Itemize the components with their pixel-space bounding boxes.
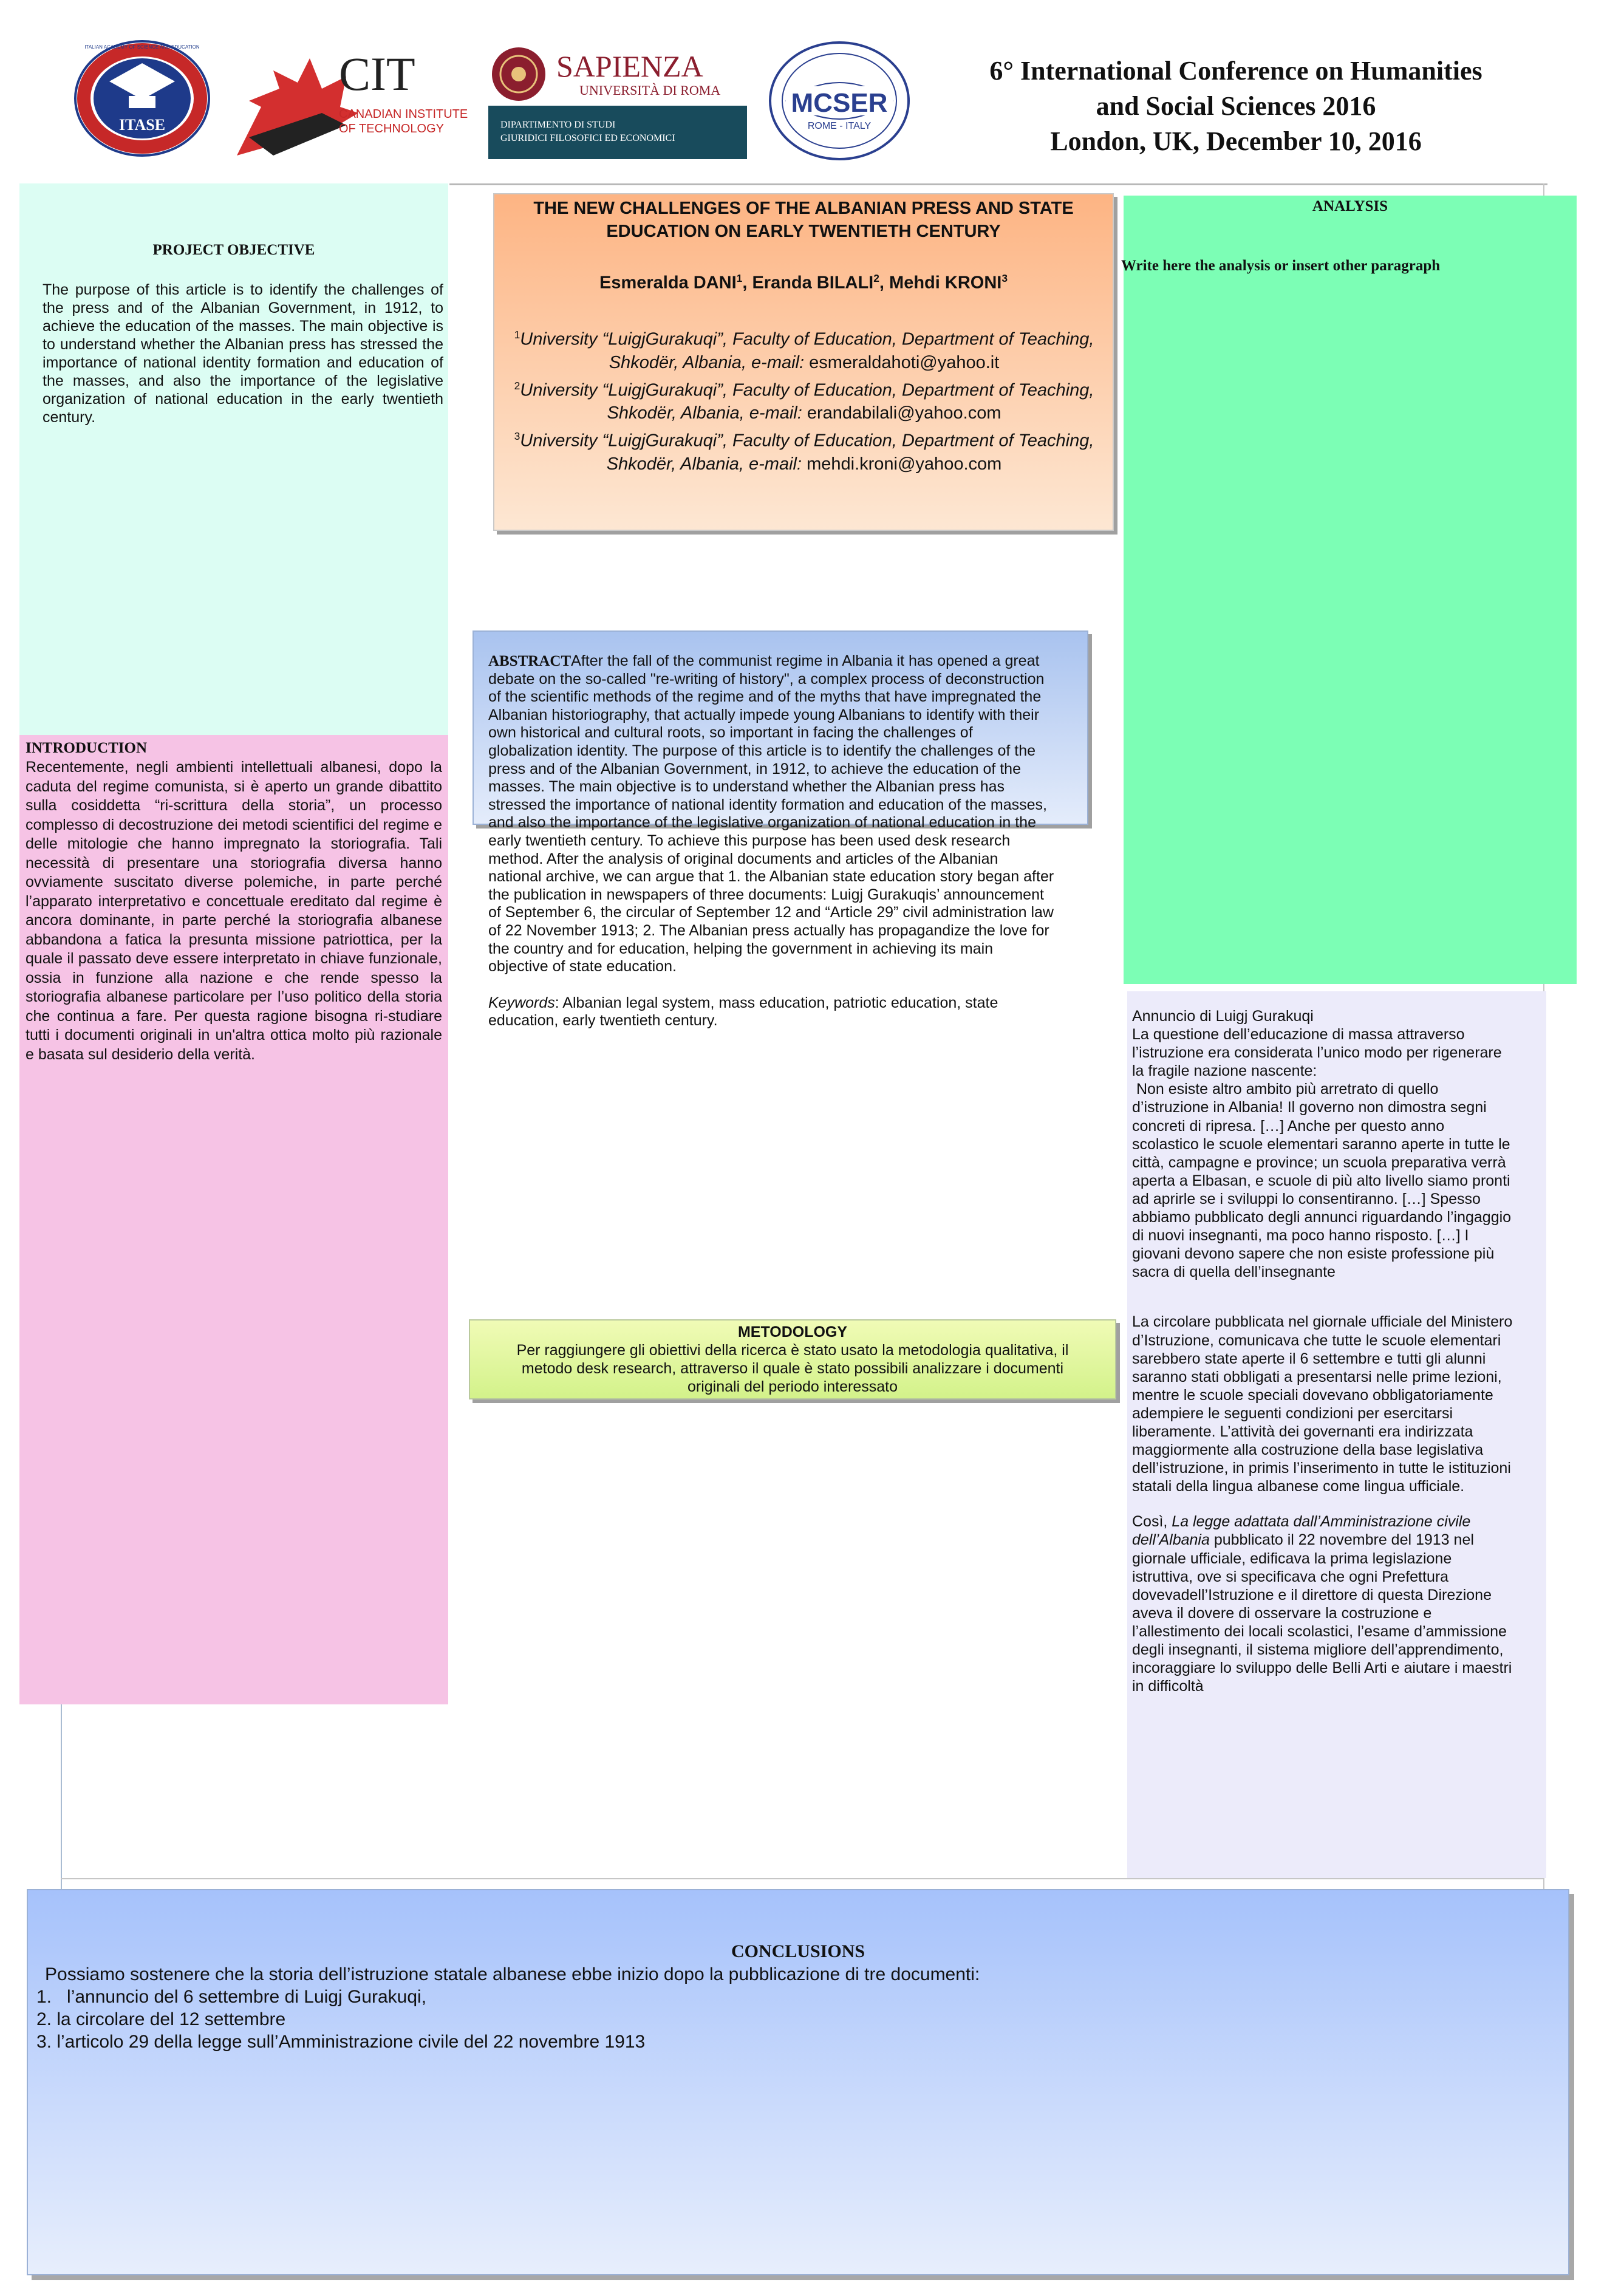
abstract-line-13: the publication in newspapers of three documents: Luigj Gurakuqis’ announcement — [488, 886, 1044, 903]
abstract-line-0: ABSTRACTAfter the fall of the communist regime in Albania it has opened a great — [488, 652, 1040, 669]
sapienza-sub: UNIVERSITÀ DI ROMA — [579, 83, 721, 98]
conclusions-item-1: 1. l’annuncio del 6 settembre di Luigj Gurakuqi, — [36, 1987, 427, 2007]
conclusions-intro: Possiamo sostenere che la storia dell’istruzione statale albanese ebbe inizio dopo la pubblicazione di tre documenti: — [45, 1964, 980, 1984]
author-3: Mehdi KRONI — [889, 273, 1002, 293]
sapienza-dept1: DIPARTIMENTO DI STUDI — [500, 120, 616, 130]
annuncio-p2-line-5: adempiere le seguenti condizioni per esercitarsi — [1132, 1404, 1453, 1422]
annuncio-p1-line-14: sacra di quella dell’insegnante — [1132, 1263, 1336, 1281]
frame-bottom-line — [61, 1878, 1543, 1879]
annuncio-p2-line-9: statali della lingua albanese come lingua ufficiale. — [1132, 1478, 1465, 1495]
keywords: Keywords: Albanian legal system, mass education, patriotic education, state — [488, 994, 998, 1011]
annuncio-p2-line-3: saranno stati obbligati a presentarsi nelle prime lezioni, — [1132, 1368, 1502, 1385]
abstract-line-3: Albanian historiography, that actually impede young Albanians to identify with their — [488, 706, 1040, 723]
methodology-line-0: Per raggiungere gli obiettivi della ricerca è stato usato la metodologia qualitativa, il — [516, 1342, 1069, 1359]
email-2[interactable]: erandabilali@yahoo.com — [807, 403, 1001, 423]
abstract-line-8: stressed the importance of national identity formation and education of the masses, — [488, 796, 1047, 813]
cit-mark: CIT — [339, 47, 415, 100]
header-divider — [449, 183, 1547, 185]
author-2: Eranda BILALI — [752, 273, 874, 293]
annuncio-p1-line-8: città, campagne e province; un scuola preparativa verrà — [1132, 1153, 1506, 1171]
abstract-line-15: of 22 November 1913; 2. The Albanian press actually has propagandize the love for — [488, 921, 1049, 939]
analysis-heading: ANALYSIS — [1312, 198, 1388, 214]
abstract-label: ABSTRACT — [488, 653, 571, 669]
itase-center-text: ITASE — [118, 116, 166, 134]
analysis-box — [1121, 196, 1577, 984]
conference-title-line1: 6° International Conference on Humanities — [989, 56, 1482, 86]
abstract-section — [488, 652, 1102, 1030]
paper-title-box — [493, 193, 1114, 531]
annuncio-p3-line-6: l’allestimento dei locali scolastici, l’esame d’ammissione — [1132, 1622, 1507, 1640]
annuncio-p2-line-8: dell’istruzione, in primis l’inserimento in tutte le istituzioni — [1132, 1460, 1511, 1477]
conference-title-line3: London, UK, December 10, 2016 — [1050, 126, 1422, 156]
abstract-line-5: globalization identity. The purpose of this article is to identify the challenges of the — [488, 742, 1036, 759]
conclusions-heading: CONCLUSIONS — [731, 1941, 865, 1961]
conclusions-body — [36, 1963, 980, 2053]
authors: Esmeralda DANI$^1$, Eranda BILALI$^2$, Mehdi KRONI$^3$ — [599, 272, 1008, 293]
abstract-line-7: masses. The main objective is to understand whether the Albanian press has — [488, 778, 1005, 796]
annuncio-p3-line-5: aveva il dovere di osservare la costruzione e — [1132, 1604, 1432, 1622]
annuncio-p1-line-4: Non esiste altro ambito più arretrato di quello — [1132, 1081, 1439, 1098]
annuncio-p2-line-6: liberamente. L’attività dei governanti era indirizzata — [1132, 1423, 1473, 1440]
paper-title: THE NEW CHALLENGES OF THE ALBANIAN PRESS AND STATE EDUCATION ON EARLY TWENTIETH CENTURY — [533, 199, 1074, 241]
project-objective-box — [19, 183, 448, 735]
annuncio-p1-line-13: giovani devono sapere che non esiste professione più — [1132, 1245, 1495, 1263]
annuncio-p1-line-0: Annuncio di Luigj Gurakuqi — [1132, 1008, 1314, 1025]
introduction-heading: INTRODUCTION — [26, 740, 148, 756]
annuncio-p1-line-1: La questione dell’educazione di massa attraverso — [1132, 1026, 1465, 1044]
mcser-sub: ROME - ITALY — [807, 121, 872, 131]
abstract-line-9: and also the importance of the legislative organization of national education in the — [488, 814, 1036, 832]
methodology-line-1: metodo desk research, attraverso il quale è stato possibili analizzare i documenti — [521, 1360, 1064, 1377]
sapienza-name: SAPIENZA — [556, 49, 703, 83]
mcser-logo — [768, 40, 911, 162]
author-3-sup: 3 — [1001, 272, 1008, 284]
abstract-line-1: debate on the so-called "re-writing of history", a complex process of deconstruction — [488, 670, 1045, 688]
abstract-line-12: national archive, we can argue that 1. the Albanian state education story began after — [488, 868, 1054, 886]
annuncio-p2-line-1: d’Istruzione, comunicava che tutte le scuole elementari — [1132, 1331, 1501, 1349]
email-1[interactable]: esmeraldahoti@yahoo.it — [809, 352, 1000, 372]
abstract-line-6: press and of the Albanian Government, in 1912, to achieve the education of the — [488, 760, 1021, 777]
annuncio-p2-line-0: La circolare pubblicata nel giornale ufficiale del Ministero — [1132, 1313, 1513, 1331]
conference-title — [899, 53, 1573, 159]
annuncio-p1-line-10: ad aprirle se i sviluppi lo consentiranno. […] Spesso — [1132, 1190, 1481, 1208]
annuncio-p1-line-2: l’istruzione era considerata l’unico modo per rigenerare — [1132, 1044, 1502, 1062]
affiliation-1: $^1$University “LuigjGurakuqi”, Faculty of Education, Department of Teaching, Shkodër, Albania, e-mail: esmeraldahoti@yahoo.it — [514, 329, 1094, 372]
methodology-line-2: originali del periodo interessato — [687, 1378, 898, 1395]
annuncio-p3-line-0: Così, La legge adattata dall’Amministrazione civile — [1132, 1513, 1471, 1531]
annuncio-p3-line-3: istruttiva, ove si specificava che ogni Prefettura — [1132, 1568, 1449, 1585]
annuncio-text — [1132, 1007, 1545, 1695]
introduction-box — [19, 735, 448, 1704]
author-1-sup: 1 — [736, 272, 743, 284]
conclusions-box — [27, 1889, 1569, 2275]
annuncio-p1-line-7: scolastico le scuole elementari saranno aperte in tutte le — [1132, 1135, 1510, 1153]
sapienza-logo — [488, 43, 747, 159]
keywords-line2: education, early twentieth century. — [488, 1012, 718, 1030]
annuncio-p2-line-4: mentre le scuole speciali dovevano obbligatoriamente — [1132, 1386, 1493, 1404]
itase-logo — [73, 39, 211, 158]
itase-ring-text: ITALIAN ACADEMY OF SCIENCE AND EDUCATION — [84, 44, 200, 50]
annuncio-p1-line-12: di nuovi insegnanti, ma poco hanno risposto. […] I — [1132, 1227, 1469, 1245]
annuncio-p3-line-2: giornale ufficiale, edificava la prima legislazione — [1132, 1549, 1452, 1567]
analysis-placeholder: Write here the analysis or insert other paragraph — [1121, 258, 1441, 274]
author-1: Esmeralda DANI — [599, 273, 737, 293]
abstract-line-4: own historical and cultural roots, so important in facing the challenges of — [488, 724, 973, 742]
project-objective-text: The purpose of this article is to identify the challenges of the press and of the Albanian Government, in 1912, to achieve the education of the masses. The main objective is to understand whether the Albanian press has stressed the importance of national identity formation and education of the masses, and also the importance of the legislative organization of national education in the early twentieth century. — [43, 281, 443, 426]
annuncio-p2-line-7: maggiormente alla costruzione della base legislativa — [1132, 1441, 1484, 1459]
annuncio-p3-line-1: dell’Albania pubblicato il 22 novembre del 1913 nel — [1132, 1531, 1474, 1549]
author-2-sup: 2 — [873, 272, 879, 284]
annuncio-p3-line-7: degli insegnanti, il sistema migliore dell’apprendimento, — [1132, 1641, 1504, 1658]
abstract-line-11: method. After the analysis of original documents and articles of the Albanian — [488, 850, 998, 867]
methodology-box — [469, 1319, 1116, 1399]
annuncio-p1-line-3: la fragile nazione nascente: — [1132, 1062, 1317, 1080]
conclusions-item-3: 3. l’articolo 29 della legge sull’Amministrazione civile del 22 novembre 1913 — [36, 2032, 646, 2052]
abstract-line-17: objective of state education. — [488, 958, 677, 975]
annuncio-p2-line-2: sarebbero state aperte il 6 settembre e tutti gli alunni — [1132, 1350, 1486, 1367]
affiliations — [513, 323, 1096, 476]
conference-title-line2: and Social Sciences 2016 — [1096, 91, 1376, 121]
annuncio-p3-line-4: dovevadell’Istruzione e il direttore di questa Direzione — [1132, 1586, 1492, 1604]
email-3[interactable]: mehdi.kroni@yahoo.com — [807, 454, 1002, 474]
annuncio-p1-line-11: abbiamo pubblicato degli annunci riguardando l’ingaggio — [1132, 1209, 1512, 1226]
cit-logo — [225, 40, 474, 159]
cit-line2: OF TECHNOLOGY — [339, 122, 444, 135]
conclusions-item-2: 2. la circolare del 12 settembre — [36, 2009, 286, 2029]
annuncio-p1-line-6: concreti di ripresa. […] Anche per questo anno — [1132, 1117, 1445, 1135]
introduction-text: Recentemente, negli ambienti intellettuali albanesi, dopo la caduta del regime comunista, si è aperto un grande dibattito sulla cosiddetta “ri-scrittura della storia”, un processo complesso di decostruzione dei metodi scientifici del regime e delle mitologie che hanno impregnato la storiografia. Tali necessità di presentare una storiografia diversa hanno ovviamente suscitato diverse polemiche, in parte perché l’apparato interpretativo e concettuale ereditato dal regime è ancora dominante, in parte perché la storiografia albanese abbandona a fatica la presunta missione patriottica, per la quale il passato deve essere interpretato in chiave funzionale, ossia in funzione alla nazione e che rende spesso la storiografia albanese particolare per l’uso politico della storia che continua a fare. Per questa ragione bisogna ri-studiare tutti i documenti originali in un'altra ottica molto più razionale e basata sul desiderio della verità. — [26, 759, 442, 1063]
annuncio-p3-line-8: incoraggiare lo sviluppo delle Belli Arti e aiutare i maestri — [1132, 1659, 1512, 1677]
sapienza-dept2: GIURIDICI FILOSOFICI ED ECONOMICI — [500, 133, 675, 143]
annuncio-p1-line-5: d’istruzione in Albania! Il governo non dimostra segni — [1132, 1099, 1487, 1116]
methodology-heading: METODOLOGY — [737, 1324, 848, 1341]
annuncio-p3-line-9: in difficoltà — [1132, 1678, 1204, 1695]
abstract-line-14: of September 6, the circular of September 12 and “Article 29” civil administration law — [488, 904, 1054, 921]
abstract-line-2: of the scientific methods of the regime and of the myths that have impregnated the — [488, 688, 1042, 706]
affiliation-2: $^2$University “LuigjGurakuqi”, Faculty of Education, Department of Teaching, Shkodër, Albania, e-mail: erandabilali@yahoo.com — [514, 379, 1094, 423]
abstract-line-16: the country and for education, helping the government in achieving its main — [488, 940, 994, 957]
cit-line1: CANADIAN INSTITUTE — [339, 108, 468, 121]
mcser-name: MCSER — [791, 88, 888, 118]
keywords-label: Keywords — [488, 994, 555, 1011]
project-objective-heading: PROJECT OBJECTIVE — [152, 242, 315, 258]
abstract-line-10: early twentieth century. To achieve this purpose has been used desk research — [488, 832, 1011, 849]
annuncio-p1-line-9: aperta a Elbasan, e scuole di più alto livello siamo pronti — [1132, 1172, 1510, 1189]
affiliation-3: $^3$University “LuigjGurakuqi”, Faculty of Education, Department of Teaching, Shkodër, Albania, e-mail: mehdi.kroni@yahoo.com — [514, 430, 1094, 474]
